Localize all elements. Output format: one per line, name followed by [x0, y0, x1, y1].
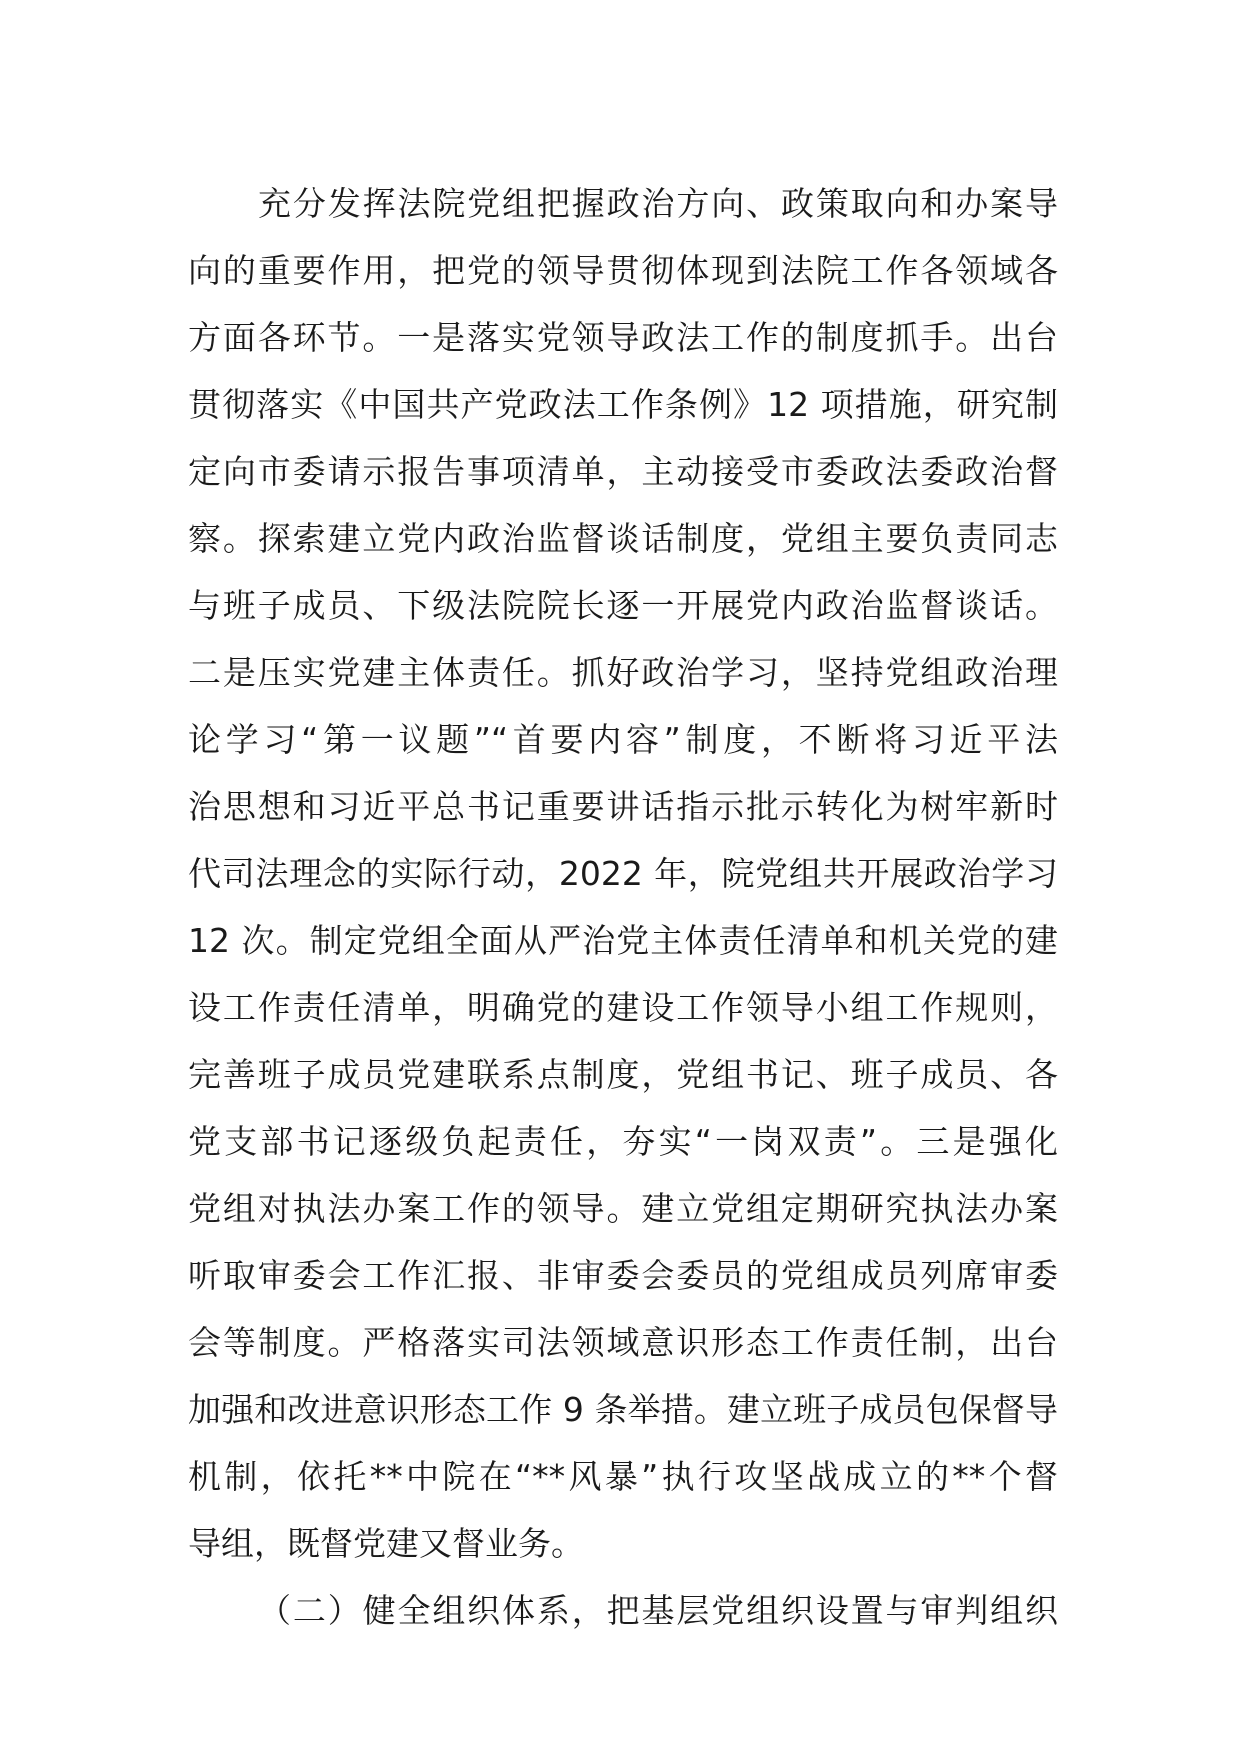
paragraph-line: 贯彻落实《中国共产党政法工作条例》12 项措施，研究制 [188, 385, 1058, 424]
paragraph-line: 治思想和习近平总书记重要讲话指示批示转化为树牢新时 [188, 787, 1058, 826]
paragraph-line: 代司法理念的实际行动，2022 年，院党组共开展政治学习 [188, 854, 1058, 893]
paragraph-line: 12 次。制定党组全面从严治党主体责任清单和机关党的建 [188, 921, 1058, 960]
paragraph-line: 完善班子成员党建联系点制度，党组书记、班子成员、各 [188, 1055, 1058, 1094]
paragraph-last-line: 导组，既督党建又督业务。 [188, 1524, 584, 1563]
paragraph-line: 二是压实党建主体责任。抓好政治学习，坚持党组政治理 [188, 653, 1058, 692]
body-text [188, 170, 1058, 1644]
paragraph-line: 机制，依托**中院在“**风暴”执行攻坚战成立的**个督 [188, 1457, 1058, 1496]
paragraph-line: 向的重要作用，把党的领导贯彻体现到法院工作各领域各 [188, 251, 1058, 290]
paragraph-line: 会等制度。严格落实司法领域意识形态工作责任制，出台 [188, 1323, 1058, 1362]
paragraph-line: 察。探索建立党内政治监督谈话制度，党组主要负责同志 [188, 519, 1058, 558]
paragraph-line: 与班子成员、下级法院院长逐一开展党内政治监督谈话。 [188, 586, 1058, 625]
paragraph-line: 定向市委请示报告事项清单，主动接受市委政法委政治督 [188, 452, 1058, 491]
paragraph-line: 充分发挥法院党组把握政治方向、政策取向和办案导 [258, 184, 1058, 223]
paragraph-line: 加强和改进意识形态工作 9 条举措。建立班子成员包保督导 [188, 1390, 1058, 1429]
section-heading: （二）健全组织体系，把基层党组织设置与审判组织 [258, 1591, 1058, 1630]
paragraph-line: 论学习“第一议题”“首要内容”制度，不断将习近平法 [188, 720, 1058, 759]
paragraph-line: 党组对执法办案工作的领导。建立党组定期研究执法办案 [188, 1189, 1058, 1228]
paragraph-line: 设工作责任清单，明确党的建设工作领导小组工作规则， [188, 988, 1058, 1027]
paragraph-line: 听取审委会工作汇报、非审委会委员的党组成员列席审委 [188, 1256, 1058, 1295]
paragraph-line: 党支部书记逐级负起责任，夯实“一岗双责”。三是强化 [188, 1122, 1058, 1161]
paragraph-line: 方面各环节。一是落实党领导政法工作的制度抓手。出台 [188, 318, 1058, 357]
